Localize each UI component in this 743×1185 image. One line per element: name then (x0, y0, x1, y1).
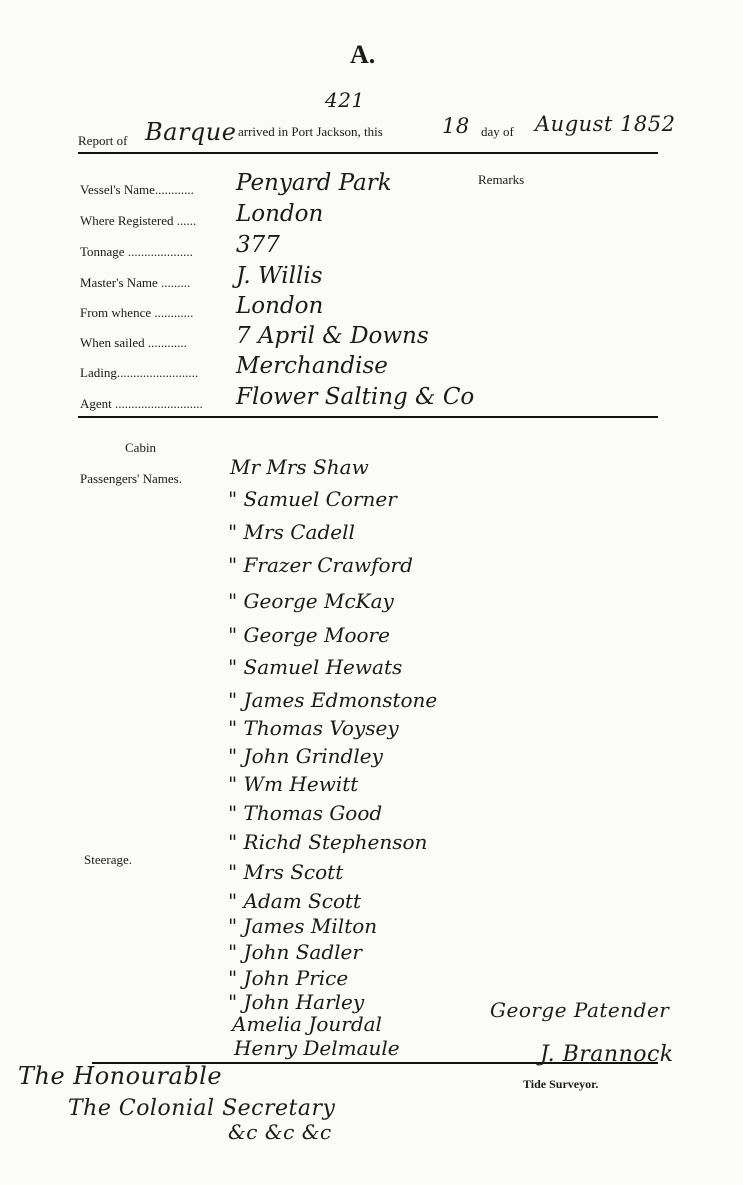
arrival-day: 18 (442, 114, 470, 138)
cabin-label: Cabin (125, 440, 157, 455)
field-label: When sailed ............ (80, 335, 187, 350)
remarks-label: Remarks (478, 172, 525, 187)
field-value: Penyard Park (236, 170, 392, 196)
steerage-label: Steerage. (84, 852, 133, 867)
passenger-entry: " Adam Scott (228, 889, 362, 913)
field-value: 377 (236, 232, 280, 258)
passenger-entry: " James Milton (228, 914, 378, 938)
fields-rule (78, 416, 658, 418)
passenger-entry: " John Harley (228, 990, 365, 1014)
passenger-entry: " Thomas Voysey (228, 716, 399, 740)
passengers-names-label: Passengers' Names. (80, 471, 182, 486)
field-label: Where Registered ...... (80, 213, 197, 228)
passenger-entry: " James Edmonstone (228, 688, 438, 712)
report-number: 421 (325, 88, 365, 112)
addressee-line-1: The Honourable (18, 1062, 223, 1090)
passenger-entry: " Richd Stephenson (228, 830, 428, 854)
tide-surveyor-label: Tide Surveyor. (523, 1077, 599, 1091)
passenger-entry: " Mrs Cadell (228, 520, 355, 544)
passenger-entry: " Samuel Hewats (228, 655, 403, 679)
header-rule (78, 152, 658, 154)
field-label: Tonnage .................... (80, 244, 193, 259)
side-name: George Patender (490, 998, 670, 1022)
field-label: Agent ........................... (80, 396, 203, 411)
passenger-entry: " George Moore (228, 623, 390, 647)
field-value: London (236, 293, 324, 319)
report-of-label: Report of (78, 133, 128, 148)
field-label: Master's Name ......... (80, 275, 191, 290)
addressee-line-2: The Colonial Secretary (68, 1096, 336, 1121)
field-label: From whence ............ (80, 305, 194, 320)
field-value: 7 April & Downs (236, 323, 429, 349)
field-value: Merchandise (236, 353, 388, 379)
passenger-entry: " John Price (228, 966, 349, 990)
passenger-entry: " George McKay (228, 589, 394, 613)
field-label: Lading......................... (80, 365, 199, 380)
passenger-entry: " Wm Hewitt (228, 772, 359, 796)
day-of-label: day of (481, 124, 514, 139)
passenger-entry: " Thomas Good (228, 801, 383, 825)
passenger-entry: " John Grindley (228, 744, 383, 768)
passenger-entry: Henry Delmaule (234, 1036, 400, 1060)
passenger-entry: " Frazer Crawford (228, 553, 413, 577)
passenger-entry: " Samuel Corner (228, 487, 397, 511)
form-letter: A. (350, 40, 376, 69)
passenger-entry: Mr Mrs Shaw (230, 455, 369, 479)
addressee-line-3: &c &c &c (228, 1120, 332, 1144)
surveyor-signature: J. Brannock (540, 1042, 674, 1067)
passenger-entry: " John Sadler (228, 940, 362, 964)
passenger-entry: " Mrs Scott (228, 860, 344, 884)
arrival-month-year: August 1852 (535, 112, 676, 136)
field-value: J. Willis (236, 263, 323, 289)
arrived-text: arrived in Port Jackson, this (238, 124, 383, 139)
field-value: Flower Salting & Co (236, 384, 475, 410)
field-label: Vessel's Name............ (80, 182, 194, 197)
vessel-type: Barque (145, 118, 237, 146)
passenger-entry: Amelia Jourdal (232, 1012, 382, 1036)
field-value: London (236, 201, 324, 227)
